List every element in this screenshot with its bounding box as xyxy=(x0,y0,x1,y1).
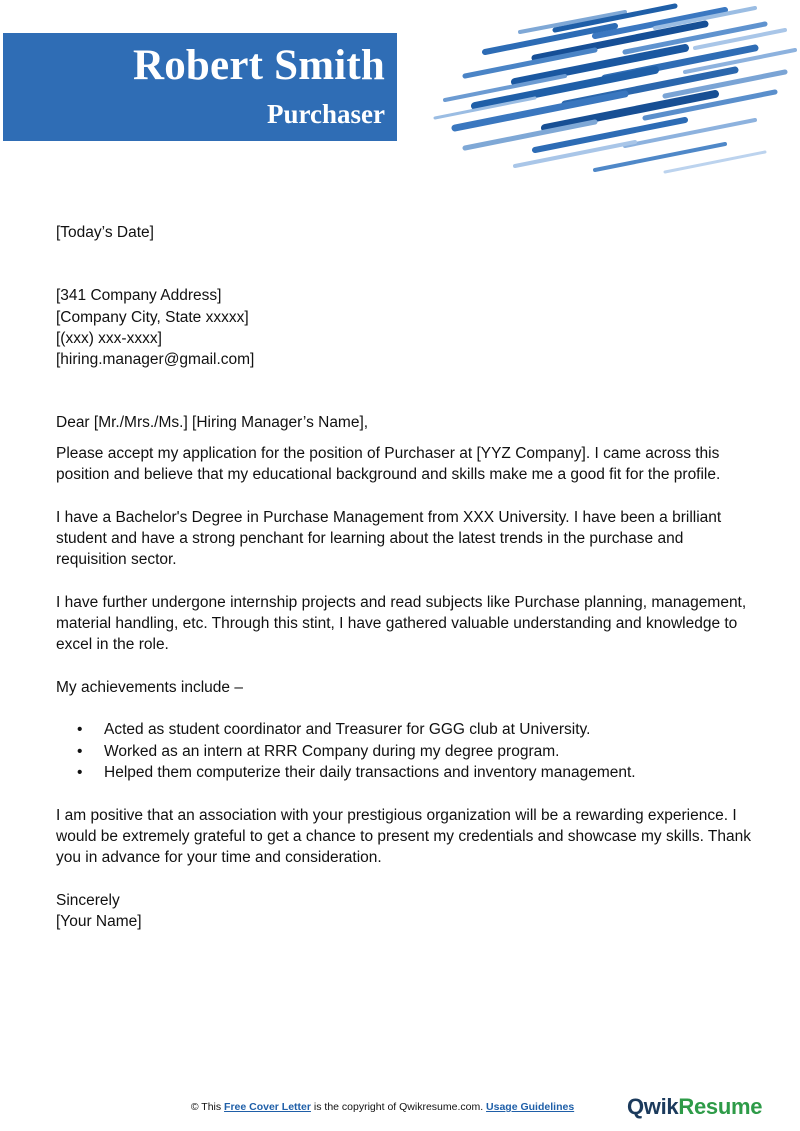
bullet-icon: • xyxy=(77,721,83,739)
salutation: Dear [Mr./Mrs./Ms.] [Hiring Manager’s Name], xyxy=(56,414,369,432)
qwikresume-logo xyxy=(627,1094,762,1120)
achievement-text: Worked as an intern at RRR Company during my degree program. xyxy=(104,742,560,760)
header-banner xyxy=(3,33,397,141)
footer-middle: is the copyright of Qwikresume.com. xyxy=(310,1101,487,1113)
letter-date: [Today’s Date] xyxy=(56,224,154,241)
applicant-name: Robert Smith xyxy=(132,42,385,89)
achievement-text: Helped them computerize their daily transactions and inventory management. xyxy=(104,763,636,781)
address-line: [Company City, State xxxxx] xyxy=(56,308,249,326)
body-paragraph: I have a Bachelor's Degree in Purchase Management from XXX University. I have been a brilliant student and have a strong penchant for learning about the latest trends in the purchase and requisition sector. xyxy=(56,508,722,569)
footer-prefix: © This xyxy=(190,1101,225,1113)
address-line: [hiring.manager@gmail.com] xyxy=(56,351,255,369)
body-paragraph: Please accept my application for the position of Purchaser at [YYZ Company]. I came across this position and believe that my educational background and skills make me a good fit for the profile. xyxy=(56,444,721,484)
address-line: [341 Company Address] xyxy=(56,287,222,305)
list-item xyxy=(56,719,756,740)
logo-part-qwik: Qwik xyxy=(627,1094,679,1119)
letter-body xyxy=(56,222,756,932)
applicant-job-title: Purchaser xyxy=(267,99,385,129)
achievements-intro: My achievements include – xyxy=(56,679,243,697)
bullet-icon: • xyxy=(77,742,83,760)
achievement-text: Acted as student coordinator and Treasurer for GGG club at University. xyxy=(104,721,591,739)
free-cover-letter-link[interactable]: Free Cover Letter xyxy=(224,1101,311,1113)
usage-guidelines-link[interactable]: Usage Guidelines xyxy=(486,1101,575,1113)
list-item xyxy=(56,741,756,762)
achievements-list xyxy=(56,719,756,783)
address-line: [(xxx) xxx-xxxx] xyxy=(56,329,162,347)
logo-part-resume: Resume xyxy=(678,1094,763,1119)
closing-paragraph: I am positive that an association with your prestigious organization will be a rewarding experience. I would be extremely grateful to get a chance to present my credentials and showcase my skills. Thank you in advance for your time and consideration. xyxy=(56,806,751,867)
decorative-stripes-graphic xyxy=(425,0,800,190)
body-paragraph: I have further undergone internship projects and read subjects like Purchase planning, management, material handling, etc. Through this stint, I have gathered valuable understanding and knowledge to excel in the role. xyxy=(56,593,747,654)
signature-name: [Your Name] xyxy=(56,913,142,931)
signoff: Sincerely xyxy=(56,891,120,909)
list-item xyxy=(56,762,756,783)
bullet-icon: • xyxy=(77,763,83,781)
recipient-address xyxy=(56,285,756,370)
